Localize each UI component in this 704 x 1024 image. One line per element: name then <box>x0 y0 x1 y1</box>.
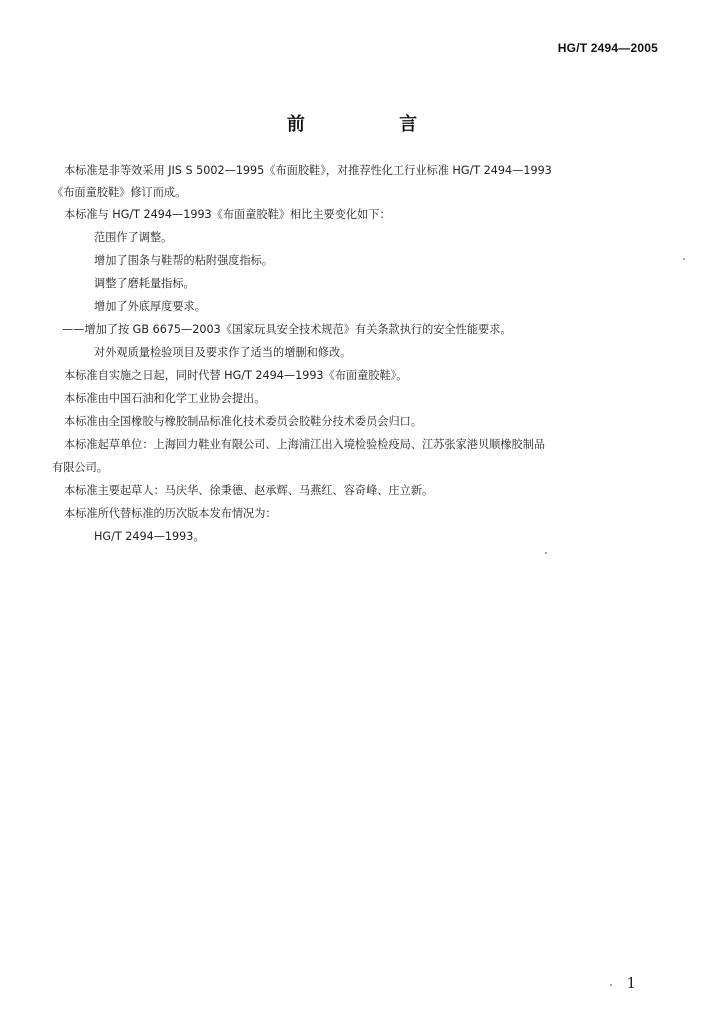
scan-speck <box>683 258 685 260</box>
list-item: 增加了外底厚度要求。 <box>94 300 206 313</box>
list-item: 调整了磨耗量指标。 <box>94 277 195 290</box>
list-item: ——增加了按 GB 6675—2003《国家玩具安全技术规范》有关条款执行的安全性能要求。 <box>62 323 512 336</box>
paragraph-line: 本标准所代替标准的历次版本发布情况为： <box>64 507 277 520</box>
paragraph-line: 本标准与 HG/T 2494—1993《布面童胶鞋》相比主要变化如下： <box>64 208 391 221</box>
page-title: 前 言 <box>286 114 462 135</box>
page-number: 1 <box>626 974 636 992</box>
paragraph-line: 本标准由全国橡胶与橡胶制品标准化技术委员会胶鞋分技术委员会归口。 <box>64 415 423 428</box>
paragraph-line: 本标准由中国石油和化学工业协会提出。 <box>64 392 266 405</box>
paragraph-line: 本标准是非等效采用 JIS S 5002—1995《布面胶鞋》，对推荐性化工行业标准 HG/T 2494—1993 <box>64 164 552 177</box>
scan-speck <box>610 984 612 986</box>
standard-code-header: HG/T 2494—2005 <box>557 41 658 55</box>
paragraph-line: 《布面童胶鞋》修订而成。 <box>52 186 187 199</box>
paragraph-line: 本标准自实施之日起，同时代替 HG/T 2494—1993《布面童胶鞋》。 <box>64 369 408 382</box>
paragraph-line: 本标准主要起草人：马庆华、徐秉德、赵承辉、马燕红、容奇峰、庄立新。 <box>64 484 434 497</box>
paragraph-line: 有限公司。 <box>52 461 108 474</box>
list-item: 范围作了调整。 <box>94 231 173 244</box>
list-item: 对外观质量检验项目及要求作了适当的增删和修改。 <box>94 346 352 359</box>
list-item: 增加了围条与鞋帮的粘附强度指标。 <box>94 254 274 267</box>
paragraph-line: 本标准起草单位：上海回力鞋业有限公司、上海浦江出入境检验检疫局、江苏张家港贝顺橡胶制品 <box>64 438 546 451</box>
paragraph-line: HG/T 2494—1993。 <box>94 530 205 543</box>
scan-speck <box>545 552 547 554</box>
